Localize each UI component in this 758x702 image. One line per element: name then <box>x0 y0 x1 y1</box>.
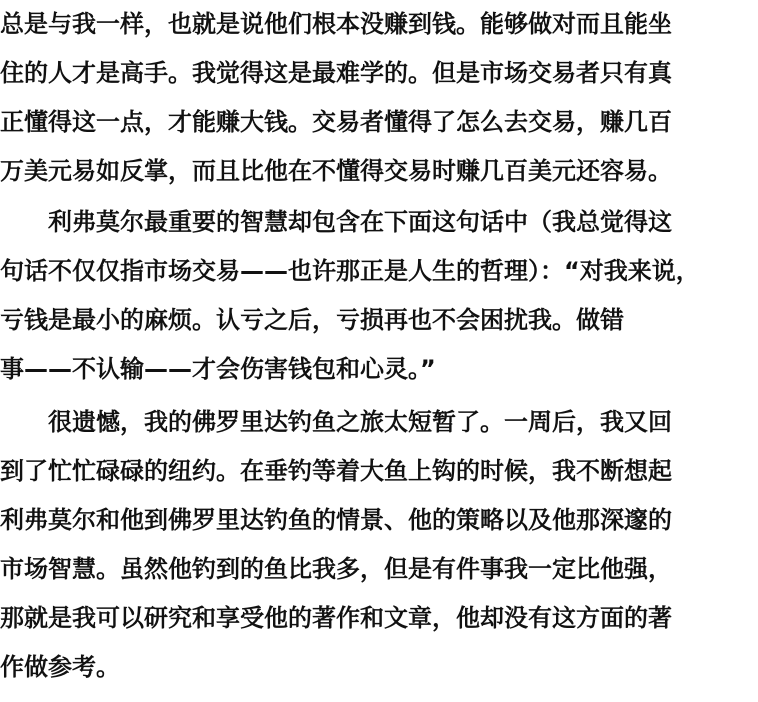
paragraph-2-line-3: 亏钱是最小的麻烦。认亏之后，亏损再也不会困扰我。做错 <box>0 306 624 334</box>
paragraph-3-line-4: 市场智慧。虽然他钓到的鱼比我多，但是有件事我一定比他强， <box>0 555 672 583</box>
paragraph-2-line-1: 利弗莫尔最重要的智慧却包含在下面这句话中（我总觉得这 <box>0 208 672 236</box>
paragraph-3-line-2: 到了忙忙碌碌的纽约。在垂钓等着大鱼上钩的时候，我不断想起 <box>0 457 672 485</box>
paragraph-3-line-6: 作做参考。 <box>0 653 120 681</box>
paragraph-1-line-4: 万美元易如反掌，而且比他在不懂得交易时赚几百美元还容易。 <box>0 157 672 185</box>
paragraph-3-line-1: 很遗憾，我的佛罗里达钓鱼之旅太短暂了。一周后，我又回 <box>0 408 672 436</box>
paragraph-1-line-2: 住的人才是高手。我觉得这是最难学的。但是市场交易者只有真 <box>0 59 672 87</box>
paragraph-3-line-3: 利弗莫尔和他到佛罗里达钓鱼的情景、他的策略以及他那深邃的 <box>0 506 672 534</box>
paragraph-3-line-5: 那就是我可以研究和享受他的著作和文章，他却没有这方面的著 <box>0 604 672 632</box>
paragraph-2-line-2: 句话不仅仅指市场交易——也许那正是人生的哲理）：“对我来说， <box>0 257 700 285</box>
paragraph-1-line-3: 正懂得这一点，才能赚大钱。交易者懂得了怎么去交易，赚几百 <box>0 108 672 136</box>
paragraph-2-line-4: 事——不认输——才会伤害钱包和心灵。” <box>0 355 436 383</box>
paragraph-1-line-1: 总是与我一样，也就是说他们根本没赚到钱。能够做对而且能坐 <box>0 10 672 38</box>
